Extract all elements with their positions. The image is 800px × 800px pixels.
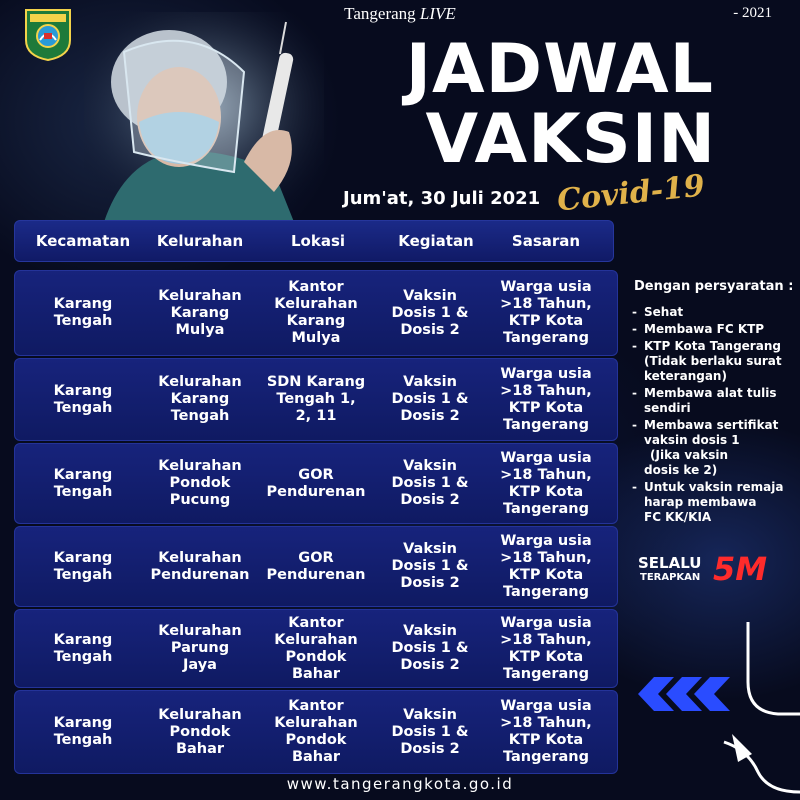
requirement-line: - Membawa alat tulis [644,386,777,400]
cell-line: Vaksin [403,458,457,474]
cell-kelurahan [143,271,257,355]
cell-line: Pendurenan [150,566,250,583]
cell-kecamatan [23,444,143,523]
cell-line: Dosis 2 [400,408,460,424]
cell-line: Dosis 1 & [391,304,469,321]
website-url: www.tangerangkota.go.id [286,775,514,793]
cell-line: Tengah [53,483,113,500]
cell-line: Pendurenan [266,566,366,583]
cell-kegiatan [375,444,485,523]
cell-line: Bahar [291,749,341,765]
cell-line: KTP Kota [508,648,584,665]
cell-line: GOR [298,549,334,566]
requirement-line: - Membawa FC KTP [644,322,765,336]
cell-line: >18 Tahun, [500,631,592,648]
cell-line: Warga usia [500,449,592,466]
schedule-date: Jum'at, 30 Juli 2021 [343,188,541,209]
cell-line: Bahar [291,665,341,682]
cell-line: >18 Tahun, [500,296,592,312]
cell-line: Dosis 1 & [391,475,469,491]
cell-line: Vaksin [403,623,457,639]
cell-line: Kelurahan [158,623,242,639]
cell-line: Dosis 1 & [391,391,469,407]
requirement-line: - KTP Kota Tangerang [644,339,781,353]
cell-line: Dosis 1 & [391,558,469,574]
cell-sasaran [487,359,605,440]
cell-line: Warga usia [500,532,592,549]
cell-sasaran [487,527,605,606]
title-line-1: JADWAL [405,30,714,109]
cell-line: Vaksin [403,706,457,723]
cell-line: Tengah [53,313,113,329]
table-row [14,609,618,688]
cell-sasaran [487,444,605,523]
cell-line: KTP Kota [508,399,584,416]
cell-line: Vaksin [403,374,457,390]
cell-line: Warga usia [500,614,592,631]
cell-line: Karang [53,466,113,483]
cell-line: Tangerang [503,500,589,517]
cell-kegiatan [375,691,485,773]
cell-line: Karang [53,715,113,731]
cell-sasaran [487,691,605,773]
cell-line: Karang [286,313,346,329]
year-label: - 2021 [733,5,772,21]
cell-line: Pucung [169,492,231,508]
cell-line: Tangerang [503,583,589,600]
cell-line: Kelurahan [158,706,242,723]
table-row [14,270,618,356]
cell-line: Dosis 2 [400,657,460,673]
col-lokasi: Lokasi [290,232,346,250]
requirement-item [630,386,800,416]
col-kegiatan: Kegiatan [398,232,474,250]
cell-line: Kantor [288,614,344,631]
cell-line: Dosis 1 & [391,723,469,740]
cell-line: Pondok [169,723,231,740]
cell-line: Kelurahan [274,715,358,731]
cell-line: Vaksin [403,541,457,557]
cell-line: >18 Tahun, [500,549,592,566]
campaign-line-2: TERAPKAN [640,572,701,583]
cell-line: Pendurenan [266,483,366,500]
cell-sasaran [487,271,605,355]
table-row [14,358,618,441]
cell-line: Tengah [170,408,230,424]
cell-lokasi [259,527,373,606]
cell-line: >18 Tahun, [500,466,592,483]
cell-kecamatan [23,271,143,355]
requirement-line: keterangan) [644,369,727,383]
cell-line: Kantor [288,698,344,714]
cell-line: Karang [53,631,113,648]
col-kelurahan: Kelurahan [156,232,244,250]
table-row [14,526,618,607]
cell-kegiatan [375,610,485,687]
col-sasaran: Sasaran [511,232,581,250]
cell-line: Dosis 1 & [391,640,469,656]
cell-kecamatan [23,610,143,687]
cell-kecamatan [23,359,143,440]
cell-line: KTP Kota [508,732,584,748]
cell-line: Tangerang [503,749,589,765]
cell-line: Warga usia [500,279,592,295]
cell-line: Tangerang [503,416,589,433]
cell-kecamatan [23,691,143,773]
cell-line: Warga usia [500,698,592,714]
cell-line: Tengah 1, [276,391,356,407]
campaign-5m: 5M [713,550,768,588]
requirement-item [630,305,800,320]
cell-kelurahan [143,691,257,773]
cell-lokasi [259,691,373,773]
cell-line: Kelurahan [158,458,242,474]
cell-line: KTP Kota [508,313,584,329]
cell-line: Tengah [53,399,113,416]
cell-kegiatan [375,359,485,440]
cell-kelurahan [143,444,257,523]
table-row [14,690,618,774]
cell-line: Tangerang [503,665,589,682]
cell-line: Kelurahan [274,631,358,648]
cell-line: 2, 11 [295,408,337,424]
cell-line: Parung [170,640,230,656]
cell-kelurahan [143,610,257,687]
cell-kegiatan [375,527,485,606]
cell-line: Karang [170,391,230,407]
cell-sasaran [487,610,605,687]
title-line-2: VAKSIN [425,100,716,179]
cell-line: Karang [53,549,113,566]
cell-line: Karang [53,382,113,399]
cell-line: Karang [170,304,230,321]
requirement-item [630,418,800,478]
cell-line: Pondok [285,648,347,665]
requirements-list [630,305,800,527]
cell-lokasi [259,271,373,355]
cell-line: Bahar [175,740,225,757]
cell-line: Dosis 2 [400,321,460,338]
cell-line: >18 Tahun, [500,715,592,731]
requirement-item [630,339,800,384]
cell-line: Tengah [53,566,113,583]
requirement-line: harap membawa [644,495,757,509]
col-kecamatan: Kecamatan [35,232,131,250]
requirements-title: Dengan persyaratan : [634,279,794,294]
cell-line: Mulya [175,321,225,338]
cell-kegiatan [375,271,485,355]
brand-title: Tangerang LIVE [344,4,456,23]
cell-line: KTP Kota [508,483,584,500]
cell-line: Kelurahan [158,287,242,304]
cell-line: Kantor [288,279,344,295]
cell-kecamatan [23,527,143,606]
cell-line: Tengah [53,732,113,748]
cell-line: >18 Tahun, [500,382,592,399]
cell-line: Dosis 2 [400,740,460,757]
cell-line: Dosis 2 [400,575,460,591]
cell-line: KTP Kota [508,566,584,583]
cell-line: SDN Karang [266,374,366,390]
cell-lokasi [259,359,373,440]
requirement-line: - Membawa sertifikat [644,418,779,432]
cell-lokasi [259,444,373,523]
cell-line: Karang [53,296,113,312]
cell-lokasi [259,610,373,687]
cell-line: Mulya [291,330,341,346]
table-header [14,220,614,262]
cell-line: Kelurahan [158,549,242,566]
requirement-item [630,480,800,525]
cell-line: Dosis 2 [400,492,460,508]
cell-line: Kelurahan [274,296,358,312]
cell-kelurahan [143,527,257,606]
requirement-line: - Untuk vaksin remaja [644,480,784,494]
health-worker-photo [84,12,324,222]
cell-line: Warga usia [500,365,592,382]
schedule-table [14,270,618,775]
cell-line: Jaya [183,657,217,673]
requirement-line: dosis ke 2) [644,463,718,477]
cell-line: Pondok [169,475,231,491]
cell-line: Tangerang [503,330,589,346]
cell-line: GOR [298,466,334,483]
cell-line: Kelurahan [158,374,242,390]
cell-line: Tengah [53,648,113,665]
requirement-line: - Sehat [644,305,684,319]
requirement-line: vaksin dosis 1 [644,433,740,447]
requirement-line: (Tidak berlaku surat [644,354,782,368]
requirement-line: FC KK/KIA [644,510,712,524]
cell-line: Pondok [285,732,347,748]
requirement-line: (Jika vaksin [650,448,729,462]
cell-kelurahan [143,359,257,440]
corner-decoration [718,622,800,800]
campaign-line-1: SELALU [638,554,702,572]
table-row [14,443,618,524]
requirement-line: sendiri [644,401,691,415]
cell-line: Vaksin [403,287,457,304]
covid-label: Covid-19 [555,168,707,219]
requirement-item [630,322,800,337]
